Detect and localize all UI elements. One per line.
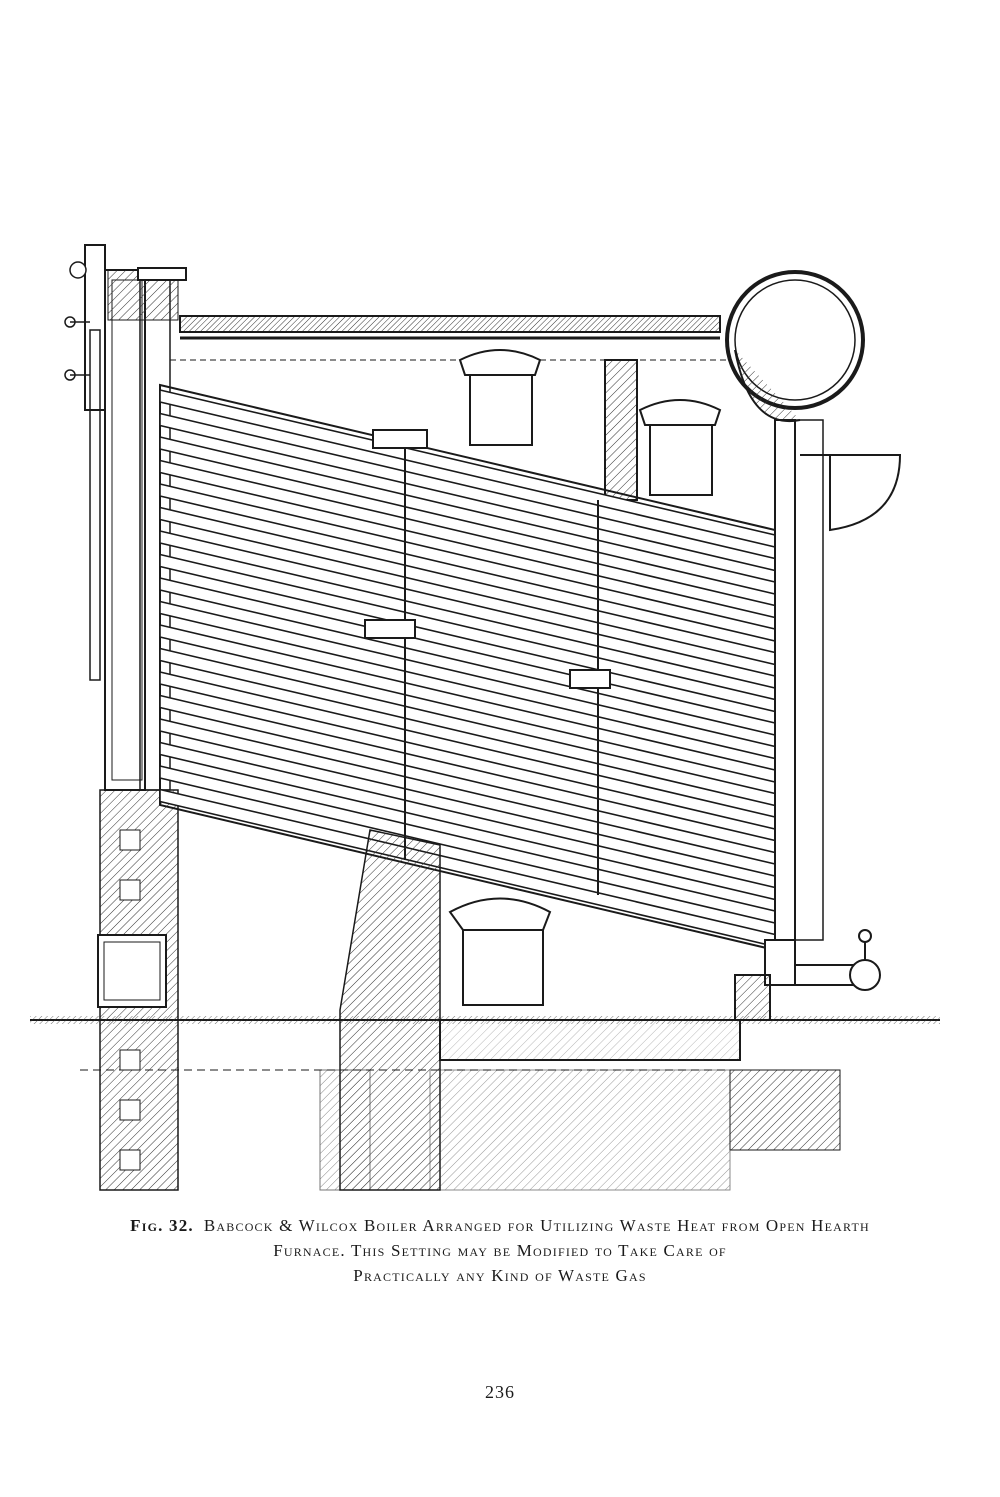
figure-label: Fig. 32.: [130, 1216, 194, 1235]
boiler-cross-section-drawing: [30, 230, 942, 1200]
underground-flue: [80, 1020, 840, 1190]
caption-text-1: Babcock & Wilcox Boiler Arranged for Utilizing Waste Heat from Open Hearth: [203, 1216, 870, 1235]
page-number: 236: [485, 1382, 515, 1402]
caption-line-2: Furnace. This Setting may be Modified to Take Care of: [273, 1241, 727, 1260]
blow-off-valve: [735, 930, 880, 1020]
top-casing: [170, 316, 730, 360]
figure-caption: [40, 1213, 960, 1288]
rear-header: [775, 420, 900, 940]
caption-line-1: [40, 1213, 960, 1238]
baffle-wall: [605, 360, 637, 500]
caption-line-3: Practically any Kind of Waste Gas: [353, 1266, 647, 1285]
water-column: [65, 262, 90, 380]
steam-drum: [727, 272, 863, 421]
left-brick-wall: [98, 790, 178, 1190]
